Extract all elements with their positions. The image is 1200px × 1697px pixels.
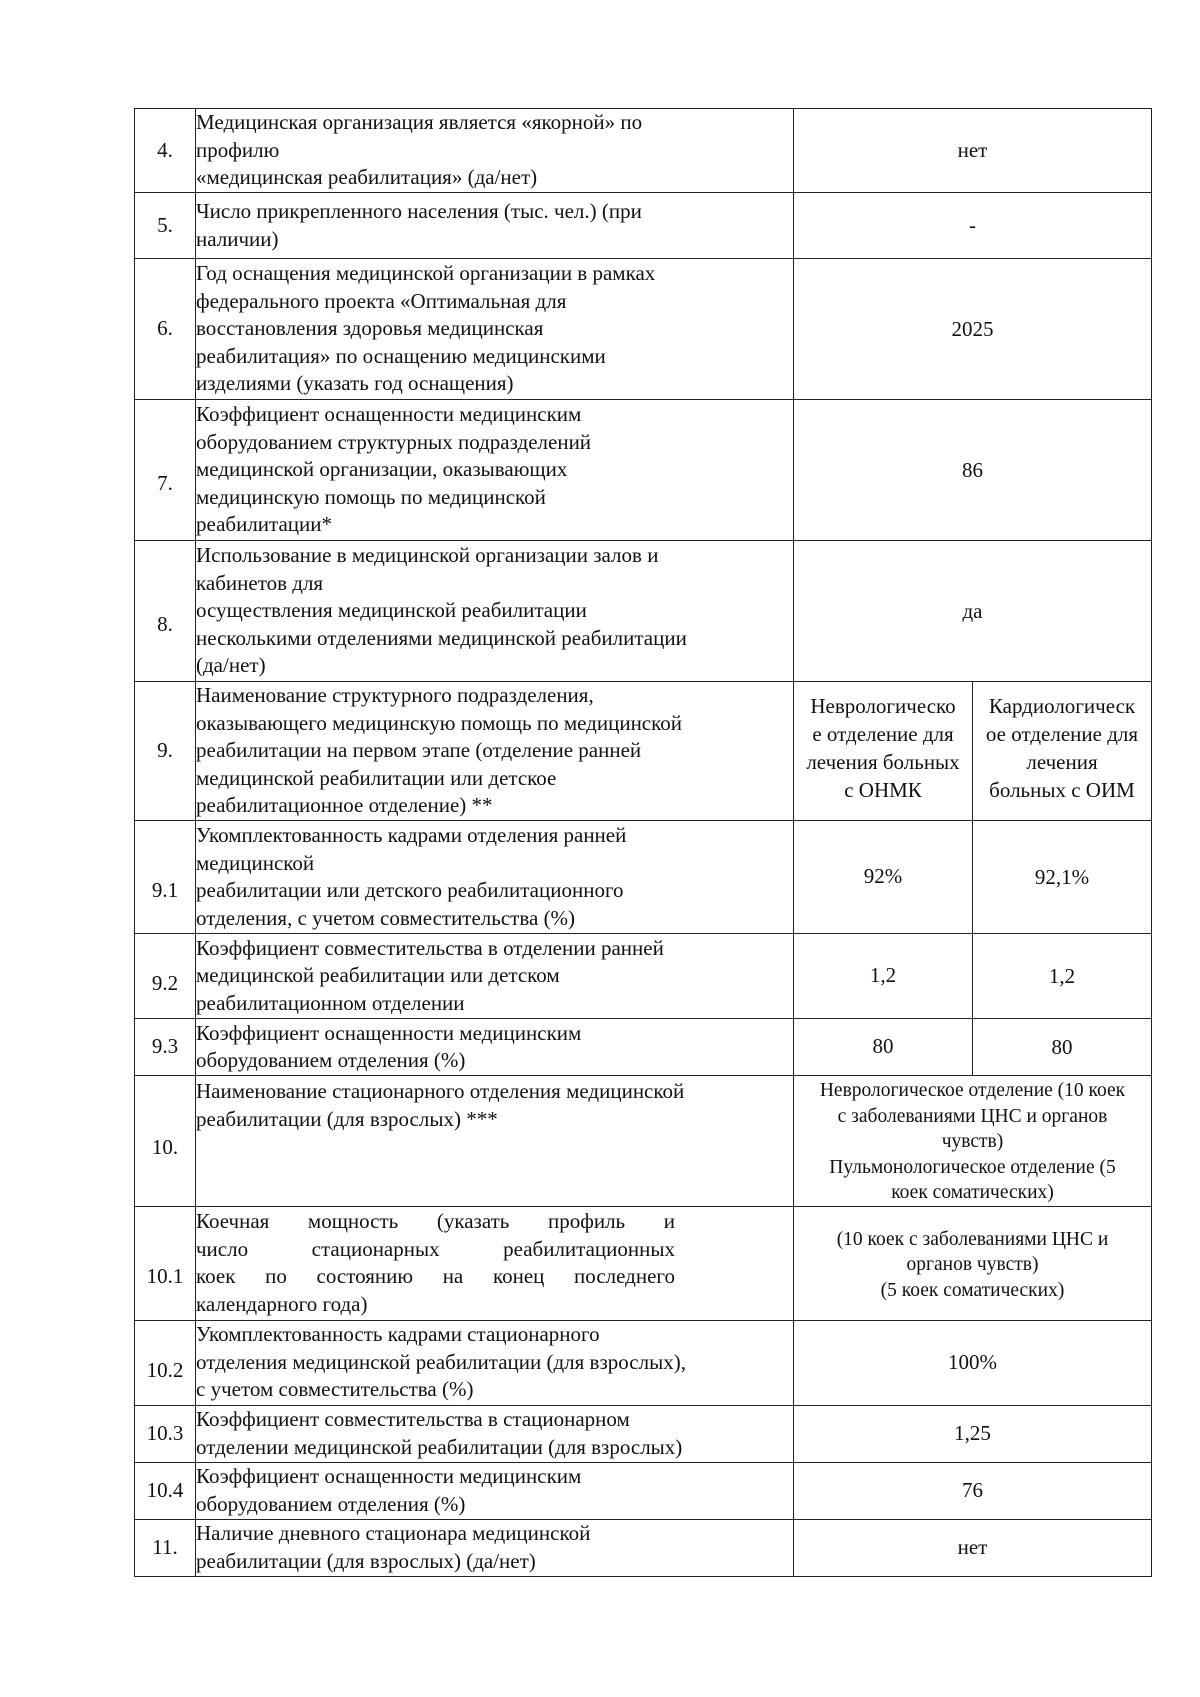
row-value: нет bbox=[794, 1519, 1152, 1576]
row-value: 1,25 bbox=[794, 1405, 1152, 1462]
row-value-cardiology: 1,2 bbox=[973, 934, 1152, 1019]
row-value: 100% bbox=[794, 1320, 1152, 1405]
table-row bbox=[135, 400, 1152, 541]
department-name-neurology: Неврологическо е отделение для лечения больных с ОНМК bbox=[794, 682, 973, 821]
row-number: 9. bbox=[135, 682, 196, 821]
row-value: 86 bbox=[794, 400, 1152, 541]
row-number: 11. bbox=[135, 1519, 196, 1576]
table-row bbox=[135, 1206, 1152, 1320]
department-name-cardiology: Кардиологическ ое отделение для лечения больных с ОИМ bbox=[973, 682, 1152, 821]
table-row bbox=[135, 1462, 1152, 1519]
row-value-cardiology: 80 bbox=[973, 1019, 1152, 1076]
row-number: 10.2 bbox=[135, 1320, 196, 1405]
row-description: Наименование стационарного отделения медицинской реабилитации (для взрослых) *** bbox=[196, 1076, 794, 1207]
row-description: Коечная мощность (указать профиль и число стационарных реабилитационных коек по состоянию на конец последнего календарного года) bbox=[196, 1206, 794, 1320]
table-row bbox=[135, 1519, 1152, 1576]
table-row bbox=[135, 1405, 1152, 1462]
row-number: 8. bbox=[135, 541, 196, 682]
row-description: Медицинская организация является «якорной» по профилю «медицинская реабилитация» (да/нет) bbox=[196, 109, 794, 193]
row-value-neurology: 1,2 bbox=[794, 934, 973, 1019]
rehabilitation-info-table bbox=[134, 108, 1152, 1577]
row-description: Укомплектованность кадрами отделения ранней медицинской реабилитации или детского реабилитационного отделения, с учетом совместительства (%) bbox=[196, 821, 794, 934]
row-number: 10.1 bbox=[135, 1206, 196, 1320]
row-description: Наименование структурного подразделения, оказывающего медицинскую помощь по медицинской реабилитации на первом этапе (отделение ранней медицинской реабилитации или детское реабилитационное отделение) ** bbox=[196, 682, 794, 821]
table-row bbox=[135, 821, 1152, 934]
row-number: 9.1 bbox=[135, 821, 196, 934]
row-value: нет bbox=[794, 109, 1152, 193]
row-number: 4. bbox=[135, 109, 196, 193]
row-value-cardiology: 92,1% bbox=[973, 821, 1152, 934]
row-value: Неврологическое отделение (10 коек с заболеваниями ЦНС и органов чувств) Пульмонологическое отделение (5 коек соматических) bbox=[794, 1076, 1152, 1207]
row-number: 5. bbox=[135, 193, 196, 259]
row-description: Коэффициент оснащенности медицинским оборудованием отделения (%) bbox=[196, 1019, 794, 1076]
table-row bbox=[135, 682, 1152, 821]
row-description: Укомплектованность кадрами стационарного отделения медицинской реабилитации (для взрослых), с учетом совместительства (%) bbox=[196, 1320, 794, 1405]
row-value: 2025 bbox=[794, 259, 1152, 400]
row-value: да bbox=[794, 541, 1152, 682]
table-row bbox=[135, 109, 1152, 193]
row-description: Коэффициент совместительства в отделении ранней медицинской реабилитации или детском реабилитационном отделении bbox=[196, 934, 794, 1019]
row-number: 9.2 bbox=[135, 934, 196, 1019]
row-value: 76 bbox=[794, 1462, 1152, 1519]
row-description: Год оснащения медицинской организации в рамках федерального проекта «Оптимальная для восстановления здоровья медицинская реабилитация» по оснащению медицинскими изделиями (указать год оснащения) bbox=[196, 259, 794, 400]
row-description: Использование в медицинской организации залов и кабинетов для осуществления медицинской реабилитации несколькими отделениями медицинской реабилитации (да/нет) bbox=[196, 541, 794, 682]
row-number: 10. bbox=[135, 1076, 196, 1207]
row-description: Коэффициент оснащенности медицинским оборудованием структурных подразделений медицинской организации, оказывающих медицинскую помощь по медицинской реабилитации* bbox=[196, 400, 794, 541]
row-description: Коэффициент совместительства в стационарном отделении медицинской реабилитации (для взрослых) bbox=[196, 1405, 794, 1462]
table-row bbox=[135, 541, 1152, 682]
row-value: (10 коек с заболеваниями ЦНС и органов чувств) (5 коек соматических) bbox=[794, 1206, 1152, 1320]
table-row bbox=[135, 259, 1152, 400]
table-row bbox=[135, 193, 1152, 259]
row-number: 6. bbox=[135, 259, 196, 400]
row-number: 9.3 bbox=[135, 1019, 196, 1076]
row-value-neurology: 92% bbox=[794, 821, 973, 934]
row-number: 10.4 bbox=[135, 1462, 196, 1519]
table-row bbox=[135, 1320, 1152, 1405]
row-description: Число прикрепленного населения (тыс. чел.) (при наличии) bbox=[196, 193, 794, 259]
row-description: Коэффициент оснащенности медицинским оборудованием отделения (%) bbox=[196, 1462, 794, 1519]
row-value: - bbox=[794, 193, 1152, 259]
row-number: 10.3 bbox=[135, 1405, 196, 1462]
table-row bbox=[135, 934, 1152, 1019]
row-value-neurology: 80 bbox=[794, 1019, 973, 1076]
row-number: 7. bbox=[135, 400, 196, 541]
row-description: Наличие дневного стационара медицинской реабилитации (для взрослых) (да/нет) bbox=[196, 1519, 794, 1576]
table-row bbox=[135, 1076, 1152, 1207]
table-row bbox=[135, 1019, 1152, 1076]
